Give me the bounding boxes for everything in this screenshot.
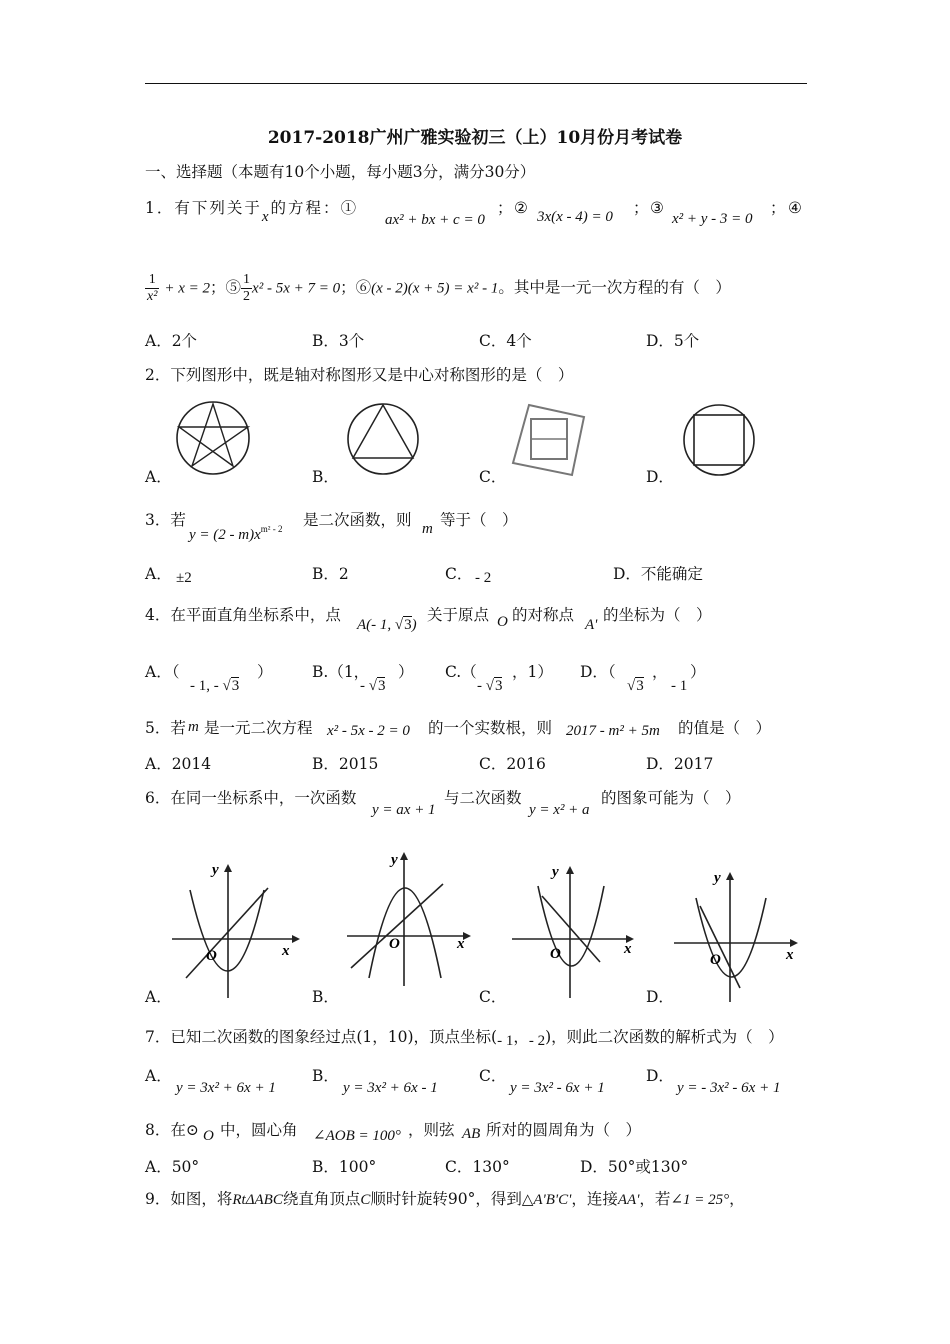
q7-option-c-value: y = 3x² - 6x + 1 [510, 1080, 605, 1096]
q4-mid: 关于原点 [427, 606, 490, 624]
q2-option-d[interactable]: D． [646, 468, 674, 486]
q4-option-d-value: - 1 [671, 678, 688, 694]
q5-option-d[interactable]: D．2017 [646, 755, 714, 773]
svg-text:x: x [457, 936, 465, 952]
svg-text:O: O [710, 952, 721, 968]
q7-option-b-value: y = 3x² + 6x - 1 [343, 1080, 438, 1096]
q5-equation: x² - 5x - 2 = 0 [327, 723, 410, 739]
q4-option-a[interactable]: A．（ [145, 663, 180, 681]
q1-marker2: ② [514, 199, 528, 217]
q4-point-a-prime: A' [585, 617, 598, 633]
q8-mid: 中，圆心角 [220, 1121, 298, 1139]
q6-option-d[interactable]: D． [646, 988, 674, 1006]
q4-option-b-close: ） [398, 663, 414, 681]
q3-option-a[interactable]: A． [145, 565, 172, 583]
q7-option-b[interactable]: B． [312, 1067, 339, 1085]
svg-text:x: x [786, 947, 794, 963]
q4-option-b-value: - √3 [360, 678, 386, 694]
q3-option-d[interactable]: D．不能确定 [613, 565, 703, 583]
q6-option-b[interactable]: B． [312, 988, 339, 1006]
q6-graph-b [343, 848, 475, 988]
q8-mid2: ，则弦 [408, 1121, 455, 1139]
q1-sep2: ； [633, 199, 649, 217]
q1-eq2: 3x(x - 4) = 0 [537, 209, 613, 225]
q8-option-a[interactable]: A．50° [145, 1158, 200, 1176]
q4-option-d-comma: ， [652, 663, 668, 681]
header-rule [145, 83, 807, 84]
q4-option-d-sqrt: √3 [627, 678, 644, 694]
q3-option-b[interactable]: B．2 [312, 565, 349, 583]
q4-option-d[interactable]: D．（ [580, 663, 616, 681]
q4-point-a: A(- 1, √3) [357, 617, 417, 633]
q1-sep1: ； [497, 199, 513, 217]
q5-var-m: m [188, 719, 199, 735]
q3-option-c-value: - 2 [475, 570, 492, 586]
q8-option-b[interactable]: B．100° [312, 1158, 377, 1176]
q5-expression: 2017 - m² + 5m [566, 723, 660, 739]
q4-origin: O [497, 614, 508, 630]
q8-chord: AB [462, 1126, 481, 1142]
q7-option-d[interactable]: D． [646, 1067, 674, 1085]
q6-graph-a [168, 862, 300, 1002]
square-in-circle-figure [682, 404, 758, 478]
svg-text:x: x [282, 943, 290, 959]
q8-option-d[interactable]: D．50°或130° [580, 1158, 689, 1176]
q4-mid2: 的对称点 [512, 606, 575, 624]
q4-lead: 4．在平面直角坐标系中，点 [145, 606, 341, 624]
q3-option-c[interactable]: C． [445, 565, 473, 583]
q3-option-a-value: ±2 [176, 570, 192, 586]
q5-lead: 5．若 [145, 719, 186, 737]
q1-option-c[interactable]: C．4个 [479, 332, 532, 350]
q4-option-b[interactable]: B.（1， [312, 663, 370, 681]
q4-tail: 的坐标为（ ） [603, 606, 712, 624]
q1-lead: 1．有下列关于x的方程：① [145, 199, 359, 225]
q5-mid: 是一元二次方程 [204, 719, 313, 737]
q7-stem: 7．已知二次函数的图象经过点(1，10)，顶点坐标(- 1，- 2)，则此二次函数的解析式为（ ） [145, 1028, 784, 1049]
q1-marker4: ④ [788, 199, 802, 217]
q1-marker3: ③ [650, 199, 664, 217]
q6-linear-function: y = ax + 1 [372, 802, 436, 818]
q6-mid: 与二次函数 [444, 789, 522, 807]
q1-option-a[interactable]: A．2个 [145, 332, 198, 350]
q4-option-a-close: ） [257, 663, 273, 681]
q8-angle: ∠AOB = 100° [313, 1128, 401, 1144]
q4-option-d-close: ） [690, 663, 706, 681]
q1-eq1: ax² + bx + c = 0 [385, 212, 485, 228]
q9-stem: 9．如图，将RtΔABC绕直角顶点C顺时针旋转90°，得到△A'B'C'，连接AA'，若∠1 = 25°， [145, 1190, 745, 1208]
q6-option-c[interactable]: C． [479, 988, 507, 1006]
q1-eq3: x² + y - 3 = 0 [672, 211, 753, 227]
q1-option-b[interactable]: B．3个 [312, 332, 365, 350]
svg-text:y: y [391, 852, 398, 868]
q6-graph-d [672, 866, 804, 1006]
q5-option-c[interactable]: C．2016 [479, 755, 546, 773]
q4-option-a-value: - 1, - √3 [190, 678, 240, 694]
q6-tail: 的图象可能为（ ） [601, 789, 741, 807]
svg-text:y: y [552, 864, 559, 880]
pentagram-in-circle-figure [172, 400, 257, 480]
svg-text:y: y [212, 862, 219, 878]
q4-option-c-tail: ，1） [512, 663, 553, 681]
q3-equation: $y = (2 - m)x^{m^2 - 2}$ [189, 524, 283, 543]
q5-option-a[interactable]: A．2014 [145, 755, 212, 773]
q3-tail: 等于（ ） [440, 511, 518, 529]
q7-option-c[interactable]: C． [479, 1067, 507, 1085]
q6-option-a[interactable]: A． [145, 988, 172, 1006]
q6-lead: 6．在同一坐标系中，一次函数 [145, 789, 357, 807]
section-heading: 一、选择题（本题有10个小题，每小题3分，满分30分） [145, 163, 536, 181]
q2-option-c[interactable]: C． [479, 468, 507, 486]
q7-option-a-value: y = 3x² + 6x + 1 [176, 1080, 276, 1096]
q5-mid2: 的一个实数根，则 [428, 719, 553, 737]
q4-option-c-value: - √3 [477, 678, 503, 694]
rotated-squares-figure [505, 403, 587, 479]
q8-tail: 所对的圆周角为（ ） [486, 1121, 642, 1139]
q8-lead: 8．在⊙ [145, 1121, 199, 1139]
q2-option-b[interactable]: B． [312, 468, 339, 486]
triangle-in-circle-figure [345, 403, 423, 477]
q4-option-c[interactable]: C.（ [445, 663, 477, 681]
svg-text:O: O [550, 946, 561, 962]
q8-option-c[interactable]: C．130° [445, 1158, 510, 1176]
q2-option-a[interactable]: A． [145, 468, 172, 486]
q8-circle-o: O [203, 1128, 214, 1144]
page-title: 2017-2018广州广雅实验初三（上）10月份月考试卷 [267, 128, 683, 148]
svg-text:O: O [389, 936, 400, 952]
q3-var-m: m [422, 521, 433, 537]
q7-option-d-value: y = - 3x² - 6x + 1 [677, 1080, 781, 1096]
q5-tail: 的值是（ ） [678, 719, 772, 737]
q3-lead: 3．若 [145, 511, 186, 529]
q3-mid: 是二次函数，则 [303, 511, 412, 529]
q1-line2: $\frac{1}{\text{x²}}$ + x = 2；⑤ $\frac{1}{2}$ x² - 5x + 7 = 0；⑥(x - 2)(x + 5) = x² - 1。其中是一元一次方程的有（ ） [147, 272, 731, 304]
q1-option-d[interactable]: D．5个 [646, 332, 700, 350]
q5-option-b[interactable]: B．2015 [312, 755, 379, 773]
q6-graph-c [508, 860, 640, 1000]
q7-option-a[interactable]: A． [145, 1067, 172, 1085]
q2-stem: 2．下列图形中，既是轴对称图形又是中心对称图形的是（ ） [145, 366, 574, 384]
q1-sep3: ； [770, 199, 786, 217]
q6-quadratic-function: y = x² + a [529, 802, 590, 818]
svg-text:O: O [206, 948, 217, 964]
svg-text:y: y [714, 870, 721, 886]
svg-text:x: x [624, 941, 632, 957]
